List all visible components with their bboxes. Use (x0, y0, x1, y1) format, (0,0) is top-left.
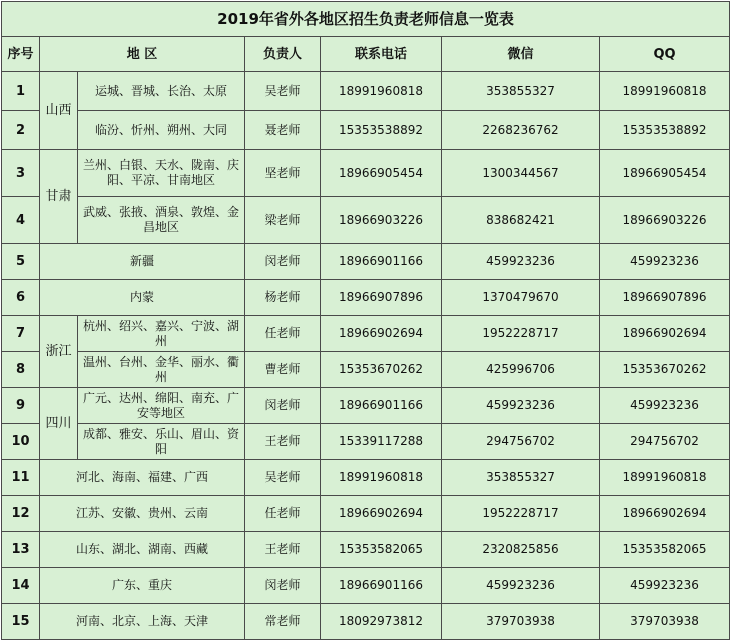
table-row (2, 280, 730, 316)
person-cell: 闵老师 (245, 244, 321, 280)
phone-cell: 18991960818 (321, 72, 442, 111)
person-cell: 王老师 (245, 532, 321, 568)
wechat-cell: 459923236 (442, 244, 600, 280)
row-number: 14 (2, 568, 40, 604)
row-number: 6 (2, 280, 40, 316)
qq-cell: 18966907896 (600, 280, 730, 316)
area-cell: 新疆 (40, 244, 245, 280)
wechat-cell: 459923236 (442, 568, 600, 604)
header-phone: 联系电话 (321, 37, 442, 72)
area-cell: 山东、湖北、湖南、西藏 (40, 532, 245, 568)
person-cell: 任老师 (245, 496, 321, 532)
table-row (2, 316, 730, 352)
table-row (2, 604, 730, 640)
table-row (2, 352, 730, 388)
row-number: 3 (2, 150, 40, 197)
area-cell: 临汾、忻州、朔州、大同 (78, 111, 245, 150)
wechat-cell: 2320825856 (442, 532, 600, 568)
phone-cell: 18966902694 (321, 496, 442, 532)
row-number: 12 (2, 496, 40, 532)
table-row (2, 388, 730, 424)
phone-cell: 18966901166 (321, 388, 442, 424)
qq-cell: 459923236 (600, 244, 730, 280)
table-row (2, 424, 730, 460)
person-cell: 任老师 (245, 316, 321, 352)
header-qq: QQ (600, 37, 730, 72)
area-cell: 广东、重庆 (40, 568, 245, 604)
qq-cell: 18991960818 (600, 72, 730, 111)
province-cell: 浙江 (40, 316, 78, 388)
qq-cell: 18991960818 (600, 460, 730, 496)
phone-cell: 15339117288 (321, 424, 442, 460)
table-row (2, 150, 730, 197)
person-cell: 梁老师 (245, 197, 321, 244)
province-cell: 四川 (40, 388, 78, 460)
qq-cell: 294756702 (600, 424, 730, 460)
area-cell: 内蒙 (40, 280, 245, 316)
qq-cell: 15353670262 (600, 352, 730, 388)
person-cell: 杨老师 (245, 280, 321, 316)
phone-cell: 18966901166 (321, 568, 442, 604)
header-row (2, 37, 730, 72)
wechat-cell: 353855327 (442, 72, 600, 111)
person-cell: 曹老师 (245, 352, 321, 388)
wechat-cell: 2268236762 (442, 111, 600, 150)
phone-cell: 18966901166 (321, 244, 442, 280)
wechat-cell: 379703938 (442, 604, 600, 640)
wechat-cell: 353855327 (442, 460, 600, 496)
area-cell: 江苏、安徽、贵州、云南 (40, 496, 245, 532)
row-number: 4 (2, 197, 40, 244)
table-row (2, 244, 730, 280)
wechat-cell: 459923236 (442, 388, 600, 424)
phone-cell: 18966907896 (321, 280, 442, 316)
area-cell: 成都、雅安、乐山、眉山、资阳 (78, 424, 245, 460)
qq-cell: 18966903226 (600, 197, 730, 244)
area-cell: 广元、达州、绵阳、南充、广安等地区 (78, 388, 245, 424)
qq-cell: 15353582065 (600, 532, 730, 568)
wechat-cell: 294756702 (442, 424, 600, 460)
row-number: 5 (2, 244, 40, 280)
qq-cell: 18966902694 (600, 496, 730, 532)
wechat-cell: 1370479670 (442, 280, 600, 316)
row-number: 8 (2, 352, 40, 388)
table-row (2, 197, 730, 244)
person-cell: 闵老师 (245, 388, 321, 424)
header-no: 序号 (2, 37, 40, 72)
wechat-cell: 838682421 (442, 197, 600, 244)
phone-cell: 18991960818 (321, 460, 442, 496)
table-row (2, 72, 730, 111)
table-row (2, 111, 730, 150)
table-row (2, 532, 730, 568)
province-cell: 山西 (40, 72, 78, 150)
person-cell: 吴老师 (245, 460, 321, 496)
row-number: 7 (2, 316, 40, 352)
table-row (2, 496, 730, 532)
area-cell: 武威、张掖、酒泉、敦煌、金昌地区 (78, 197, 245, 244)
header-region: 地 区 (40, 37, 245, 72)
province-cell: 甘肃 (40, 150, 78, 244)
row-number: 1 (2, 72, 40, 111)
phone-cell: 18966902694 (321, 316, 442, 352)
phone-cell: 18966905454 (321, 150, 442, 197)
area-cell: 温州、台州、金华、丽水、衢州 (78, 352, 245, 388)
area-cell: 河北、海南、福建、广西 (40, 460, 245, 496)
row-number: 13 (2, 532, 40, 568)
table-row (2, 568, 730, 604)
person-cell: 聂老师 (245, 111, 321, 150)
row-number: 15 (2, 604, 40, 640)
wechat-cell: 1952228717 (442, 316, 600, 352)
wechat-cell: 1300344567 (442, 150, 600, 197)
area-cell: 杭州、绍兴、嘉兴、宁波、湖州 (78, 316, 245, 352)
row-number: 9 (2, 388, 40, 424)
qq-cell: 379703938 (600, 604, 730, 640)
header-wechat: 微信 (442, 37, 600, 72)
qq-cell: 459923236 (600, 568, 730, 604)
area-cell: 运城、晋城、长治、太原 (78, 72, 245, 111)
phone-cell: 15353582065 (321, 532, 442, 568)
qq-cell: 459923236 (600, 388, 730, 424)
table-row (2, 460, 730, 496)
table-title: 2019年省外各地区招生负责老师信息一览表 (2, 2, 730, 37)
person-cell: 王老师 (245, 424, 321, 460)
wechat-cell: 1952228717 (442, 496, 600, 532)
teacher-contact-table (1, 1, 730, 640)
person-cell: 闵老师 (245, 568, 321, 604)
phone-cell: 15353670262 (321, 352, 442, 388)
person-cell: 吴老师 (245, 72, 321, 111)
row-number: 11 (2, 460, 40, 496)
area-cell: 兰州、白银、天水、陇南、庆阳、平凉、甘南地区 (78, 150, 245, 197)
row-number: 2 (2, 111, 40, 150)
wechat-cell: 425996706 (442, 352, 600, 388)
phone-cell: 18966903226 (321, 197, 442, 244)
header-person: 负责人 (245, 37, 321, 72)
phone-cell: 15353538892 (321, 111, 442, 150)
qq-cell: 15353538892 (600, 111, 730, 150)
phone-cell: 18092973812 (321, 604, 442, 640)
row-number: 10 (2, 424, 40, 460)
area-cell: 河南、北京、上海、天津 (40, 604, 245, 640)
person-cell: 常老师 (245, 604, 321, 640)
person-cell: 坚老师 (245, 150, 321, 197)
qq-cell: 18966902694 (600, 316, 730, 352)
qq-cell: 18966905454 (600, 150, 730, 197)
